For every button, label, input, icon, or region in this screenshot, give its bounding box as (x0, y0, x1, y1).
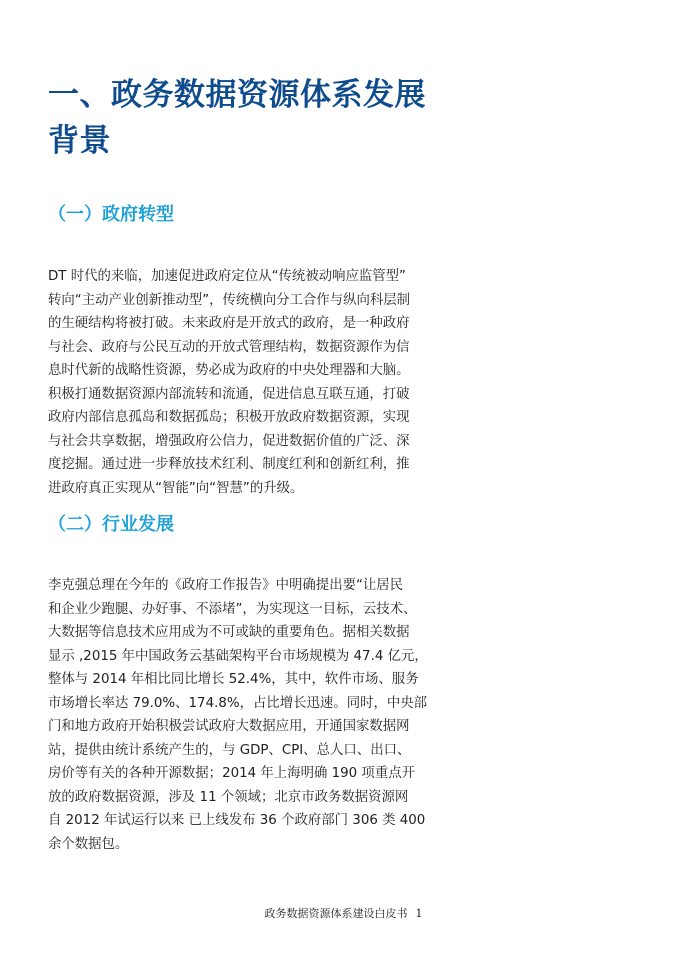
paragraph-line: 与社会共享数据，增强政府公信力，促进数据价值的广泛、深 (48, 433, 410, 449)
paragraph-line: 自 2012 年试运行以来 已上线发布 36 个政府部门 306 类 400 (48, 813, 426, 828)
paragraph-line: 与社会、政府与公民互动的开放式管理结构，数据资源作为信 (48, 339, 410, 355)
paragraph-line: 转向“主动产业创新推动型”，传统横向分工合作与纵向科层制 (48, 292, 411, 308)
paragraph-line: 余个数据包。 (48, 836, 129, 852)
chapter-title-line-1: 一、政务数据资源体系发展 (48, 77, 426, 113)
paragraph-line: 大数据等信息技术应用成为不可或缺的重要角色。据相关数据 (48, 625, 410, 640)
paragraph-line: 市场增长率达 79.0%、174.8%，占比增长迅速。同时，中央部 (48, 695, 428, 711)
paragraph-line: 放的政府数据资源，涉及 11 个领域；北京市政务数据资源网 (48, 789, 409, 805)
paragraph-line: 息时代新的战略性资源，势必成为政府的中央处理器和大脑。 (48, 363, 410, 378)
paragraph-line: 进政府真正实现从“智能”向“智慧”的升级。 (48, 480, 304, 496)
paragraph-line: 站，提供由统计系统产生的，与 GDP、CPI、总人口、出口、 (48, 742, 411, 758)
paragraph-line: 房价等有关的各种开源数据；2014 年上海明确 190 项重点开 (48, 766, 415, 781)
paragraph-line: 政府内部信息孤岛和数据孤岛；积极开放政府数据资源，实现 (48, 410, 410, 425)
paragraph-line: 显示 ,2015 年中国政务云基础架构平台市场规模为 47.4 亿元， (48, 648, 428, 664)
chapter-title (48, 72, 448, 164)
paragraph-line: 积极打通数据资源内部流转和流通，促进信息互联互通，打破 (48, 386, 410, 402)
page-footer (0, 906, 687, 922)
section-heading-government-transformation: （一）政府转型 (48, 204, 174, 225)
paragraph-line: 李克强总理在今年的《政府工作报告》中明确提出要“让居民 (48, 578, 404, 593)
paragraph-line: 门和地方政府开始积极尝试政府大数据应用，开通国家数据网 (48, 719, 410, 734)
paragraph-government-transformation (48, 265, 418, 500)
paragraph-line: 度挖掘。通过进一步释放技术红利、制度红利和创新红利，推 (48, 457, 410, 472)
footer-document-title: 政务数据资源体系建设白皮书 (264, 907, 408, 920)
chapter-title-line-2: 背景 (48, 123, 111, 159)
paragraph-line: 的生硬结构将被打破。未来政府是开放式的政府，是一种政府 (48, 316, 410, 331)
paragraph-line: DT 时代的来临，加速促进政府定位从“传统被动响应监管型” (48, 269, 406, 284)
paragraph-line: 和企业少跑腿、办好事、不添堵”，为实现这一目标，云技术、 (48, 601, 417, 617)
footer-page-number: 1 (415, 907, 423, 920)
paragraph-line: 整体与 2014 年相比同比增长 52.4%，其中，软件市场、服务 (48, 672, 419, 687)
section-heading-industry-development: （二）行业发展 (48, 514, 174, 535)
paragraph-industry-development (48, 574, 428, 856)
